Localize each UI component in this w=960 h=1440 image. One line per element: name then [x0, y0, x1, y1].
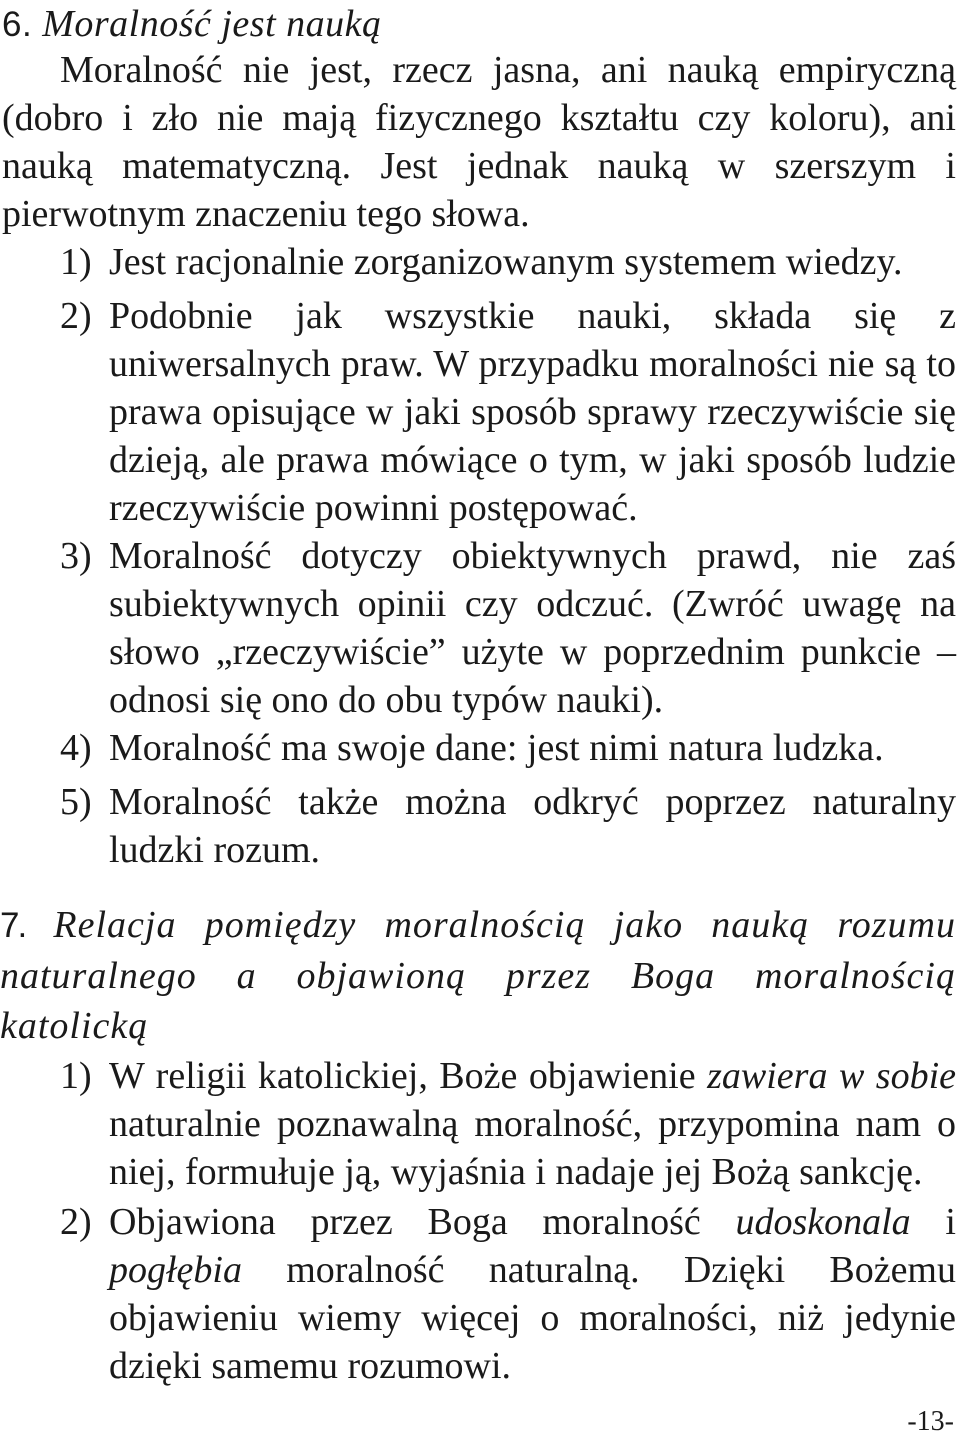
item-text: Jest racjonalnie zorganizowanym systemem wiedzy. [109, 241, 903, 283]
item-marker: 3) [60, 535, 92, 577]
item-text: Moralność także można odkryć poprzez naturalny ludzki rozum. [109, 781, 956, 871]
item-emphasis: pogłębia [109, 1249, 242, 1291]
item-marker: 4) [60, 727, 92, 769]
item-marker: 2) [60, 1201, 92, 1243]
section-6-number: 6. [2, 5, 33, 44]
item-text-part: i [910, 1201, 956, 1243]
page-number: -13- [907, 1406, 954, 1437]
item-text-part: moralność naturalną. Dzięki Bożemu objawieniu wiemy więcej o moralności, niż jedynie dzięki samemu rozumowi. [109, 1249, 956, 1387]
section-6-title: Moralność jest nauką [42, 3, 382, 45]
item-text [109, 1052, 956, 1196]
section-6-item-4 [60, 724, 956, 772]
item-text: Moralność dotyczy obiektywnych prawd, nie zaś subiektywnych opinii czy odczuć. (Zwróć uwagę na słowo „rzeczywiście” użyte w poprzednim punkcie – odnosi się ono do obu typów nauki). [109, 535, 956, 721]
section-6-intro: Moralność nie jest, rzecz jasna, ani nauką empiryczną (dobro i zło nie mają fizycznego kształtu czy koloru), ani nauką matematyczną. Jest jednak nauką w szerszym i pierwotnym znaczeniu tego słowa. [2, 49, 956, 235]
item-text-part: naturalnie poznawalną moralność, przypomina nam o niej, formułuje ją, wyjaśnia i nadaje jej Bożą sankcję. [109, 1103, 956, 1193]
section-7-item-1 [60, 1052, 956, 1196]
section-7-heading [0, 900, 956, 1051]
item-text [109, 1198, 956, 1390]
item-marker: 1) [60, 241, 92, 283]
section-7-title: Relacja pomiędzy moralnością jako nauką rozumu naturalnego a objawioną przez Boga moralnością katolicką [0, 904, 956, 1047]
item-marker: 2) [60, 295, 92, 337]
item-emphasis: zawiera w sobie [707, 1055, 957, 1097]
item-text-part: W religii katolickiej, Boże objawienie [109, 1055, 708, 1097]
item-text: Podobnie jak wszystkie nauki, składa się z uniwersalnych praw. W przypadku moralności nie są to prawa opisujące w jaki sposób sprawy rzeczywiście się dzieją, ale prawa mówiące o tym, w jaki sposób ludzie rzeczywiście powinni postępować. [109, 295, 956, 529]
item-text-part: Objawiona przez Boga moralność [109, 1201, 736, 1243]
section-7-number: 7. [0, 906, 26, 945]
section-6-item-5 [60, 778, 956, 874]
item-text: Moralność ma swoje dane: jest nimi natura ludzka. [109, 727, 884, 769]
section-6-heading [2, 0, 902, 49]
item-marker: 1) [60, 1055, 92, 1097]
item-emphasis: udoskonala [735, 1201, 911, 1243]
section-7-item-2 [60, 1198, 956, 1390]
section-6-item-1 [60, 238, 956, 286]
item-marker: 5) [60, 781, 92, 823]
section-6-item-2 [60, 292, 956, 532]
section-6-item-3 [60, 532, 956, 724]
